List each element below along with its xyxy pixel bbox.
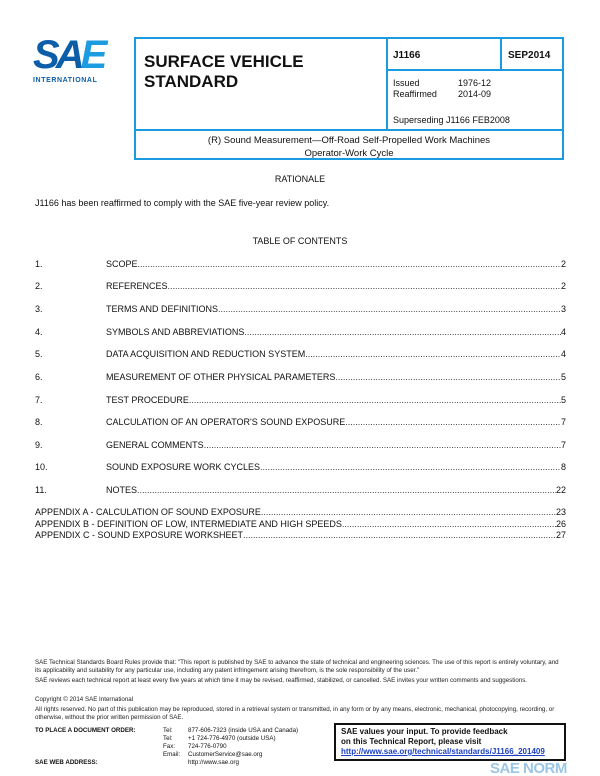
toc-leader [261, 507, 556, 517]
toc-page: 3 [560, 304, 566, 314]
toc-leader [342, 519, 556, 529]
toc-number: 3. [35, 304, 43, 314]
toc-entry[interactable] [35, 281, 566, 293]
toc-title: SCOPE [106, 259, 138, 269]
toc-page: 5 [560, 395, 566, 405]
toc-entry[interactable] [35, 440, 566, 452]
toc-entry[interactable] [35, 395, 566, 407]
document-title: (R) Sound Measurement—Off-Road Self-Propelled Work Machines Operator-Work Cycle [207, 135, 491, 159]
toc-appendix[interactable] [35, 519, 566, 531]
toc-leader [138, 259, 561, 269]
sae-logo: SAE INTERNATIONAL [33, 33, 104, 84]
toc-leader [137, 485, 556, 495]
toc-leader [260, 462, 561, 472]
toc-title: DATA ACQUISITION AND REDUCTION SYSTEM [106, 349, 306, 359]
toc-page: 7 [560, 440, 566, 450]
toc-page: 4 [560, 349, 566, 359]
standard-type: SURFACE VEHICLE STANDARD [136, 39, 388, 131]
toc-page: 8 [560, 462, 566, 472]
toc-page: 26 [555, 518, 566, 529]
header-box [134, 37, 564, 160]
toc-leader [168, 281, 561, 291]
superseding: Superseding J1166 FEB2008 [393, 115, 510, 125]
toc-title: SOUND EXPOSURE WORK CYCLES [106, 462, 261, 472]
issue-dates: Issued 1976-12 Reaffirmed 2014-09 Superseding J1166 FEB2008 [388, 71, 562, 131]
toc-title: REFERENCES [106, 281, 168, 291]
toc-page: 22 [555, 485, 566, 495]
toc-page: 5 [560, 372, 566, 382]
toc-number: 4. [35, 327, 43, 337]
toc-leader [243, 530, 556, 540]
toc-number: 2. [35, 281, 43, 291]
toc-title: GENERAL COMMENTS [106, 440, 204, 450]
toc-leader [204, 440, 561, 450]
toc-heading: TABLE OF CONTENTS [252, 236, 348, 246]
footer-rights: All rights reserved. No part of this publication may be reproduced, stored in a retrieval system or transmitted, in any form or by any means, electronic, mechanical, photocopying, recording, or otherwise, without the prior written permission of SAE. [35, 706, 555, 721]
toc-entry[interactable] [35, 485, 566, 497]
toc-leader [218, 304, 561, 314]
toc-number: 1. [35, 259, 43, 269]
toc-appendix[interactable] [35, 507, 566, 519]
watermark: SAE NORM [490, 760, 567, 776]
toc-page: 23 [555, 507, 566, 517]
footer-rules: SAE Technical Standards Board Rules provide that: "This report is published by SAE to advance the state of technical and engineering sciences. The use of this report is entirely voluntary, and its applicability and suitability for any particular use, including any patent infringement arising therefrom, is the sole responsibility of the user." [35, 659, 559, 674]
feedback-box: SAE values your input. To provide feedback on this Technical Report, please visit http://www.sae.org/technical/standards/J1166_201409 [334, 723, 566, 761]
toc-title: TERMS AND DEFINITIONS [106, 304, 219, 314]
toc-entry[interactable] [35, 259, 566, 271]
document-date: SEP2014 [502, 39, 562, 71]
toc-number: 11. [35, 485, 47, 495]
toc-entry[interactable] [35, 462, 566, 474]
toc-page: 2 [560, 281, 566, 291]
rationale-heading: RATIONALE [274, 174, 326, 184]
toc-title: TEST PROCEDURE [106, 395, 189, 405]
toc-number: 7. [35, 395, 43, 405]
toc-number: 10. [35, 462, 48, 472]
toc-title: APPENDIX C - SOUND EXPOSURE WORKSHEET [35, 530, 244, 540]
toc-leader [189, 395, 561, 405]
toc-title: APPENDIX B - DEFINITION OF LOW, INTERMEDIATE AND HIGH SPEEDS [35, 518, 342, 529]
toc-title: SYMBOLS AND ABBREVIATIONS [106, 327, 245, 337]
toc-entry[interactable] [35, 327, 566, 339]
footer-copyright: Copyright © 2014 SAE International [35, 696, 134, 703]
rationale-text: J1166 has been reaffirmed to comply with the SAE five-year review policy. [35, 198, 330, 208]
toc-appendix[interactable] [35, 530, 566, 542]
toc-page: 27 [555, 530, 566, 540]
toc-entry[interactable] [35, 372, 566, 384]
toc-number: 6. [35, 372, 43, 382]
toc-leader [305, 349, 561, 359]
toc-leader [244, 327, 561, 337]
toc-leader [345, 417, 561, 427]
toc-page: 7 [560, 417, 566, 427]
order-info: TO PLACE A DOCUMENT ORDER: Tel: 877-606-7323 (inside USA and Canada) Tel: +1 724-776-4970 (outside USA) Fax: 724-776-0790 Email: CustomerService@sae.org SAE WEB ADDRESS: http://www.sae.org [35, 727, 299, 766]
footer-review: SAE reviews each technical report at least every five years at which time it may be revised, reaffirmed, stabilized, or cancelled. SAE invites your written comments and suggestions. [35, 677, 528, 684]
toc-number: 9. [35, 440, 43, 450]
toc-title: APPENDIX A - CALCULATION OF SOUND EXPOSURE [35, 507, 261, 517]
toc-number: 5. [35, 349, 43, 359]
toc-entry[interactable] [35, 304, 566, 316]
toc-entry[interactable] [35, 417, 566, 429]
toc-number: 8. [35, 417, 43, 427]
web-address[interactable]: http://www.sae.org [188, 759, 239, 766]
feedback-link[interactable]: http://www.sae.org/technical/standards/J1166_201409 [341, 747, 545, 756]
toc-leader [335, 372, 561, 382]
toc-page: 2 [560, 259, 566, 269]
document-number: J1166 [388, 39, 502, 71]
toc-title: NOTES [106, 485, 138, 495]
toc-title: CALCULATION OF AN OPERATOR'S SOUND EXPOSURE [106, 417, 346, 427]
toc-title: MEASUREMENT OF OTHER PHYSICAL PARAMETERS [106, 372, 336, 382]
toc-entry[interactable] [35, 349, 566, 361]
toc-page: 4 [560, 327, 566, 337]
